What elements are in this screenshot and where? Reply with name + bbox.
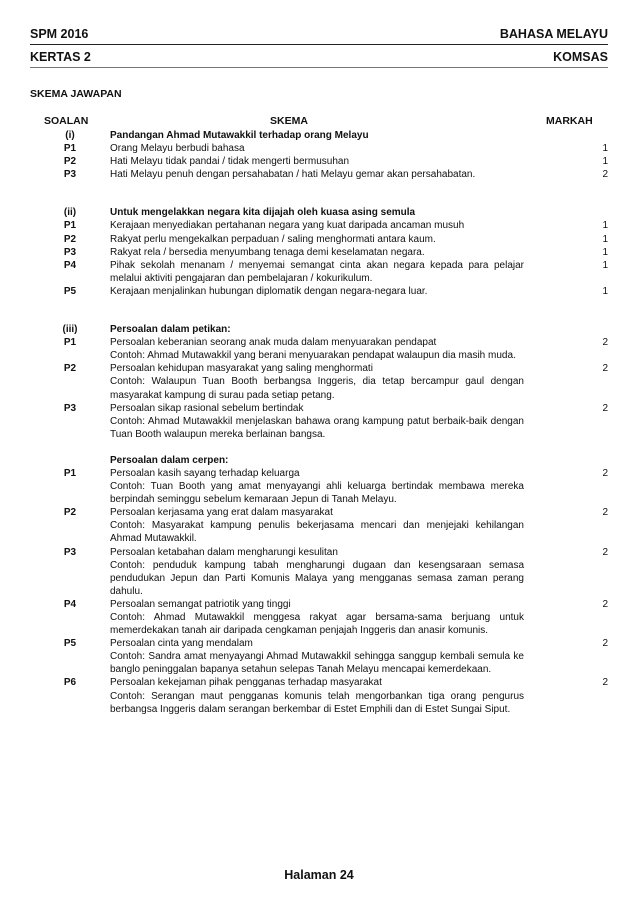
point-mark: 2 [602,363,608,375]
point-label: P1 [63,143,77,155]
section-heading: Pandangan Ahmad Mutawakkil terhadap orang Melayu [110,130,369,141]
section-heading: Persoalan dalam petikan: [110,324,231,336]
point-text: Kerajaan menjalinkan hubungan diplomatik dengan negara-negara luar. [110,285,428,297]
table-row [30,168,608,181]
table-row [30,155,608,168]
point-example: Contoh: Serangan maut pengganas komunis telah mengorbankan tiga orang pengurus berbangsa Inggeris dalam serangan berkembar di Estet Emphili dan di Estet Sungai Siput. [110,690,524,715]
point-label: P1 [63,337,77,349]
table-row [30,546,608,598]
table-row [30,506,608,545]
point-mark: 1 [602,220,608,232]
point-mark: 1 [602,285,608,297]
point-text: Persoalan kekejaman pihak pengganas terhadap masyarakat [110,677,382,689]
point-text: Persoalan kerjasama yang erat dalam masyarakat [110,507,333,519]
point-label: P3 [63,169,77,181]
point-mark: 1 [602,156,608,168]
point-mark: 2 [602,638,608,650]
column-header-skema: SKEMA [270,115,308,127]
section-heading-row [30,206,608,219]
point-example: Contoh: penduduk kampung tabah mengharungi dugaan dan kesengsaraan semasa pendudukan Jepun dan Parti Komunis Malaya yang mengganas semasa zaman perang dahulu. [110,559,524,597]
header-subject-year: SPM 2016 [30,27,89,41]
table-row [30,402,608,441]
point-example: Contoh: Walaupun Tuan Booth berbangsa Inggeris, dia tetap bercampur gaul dengan masyarakat kampung di surau pada setiap petang. [110,376,524,401]
table-row [30,219,608,232]
section-label: (ii) [63,207,77,219]
header-paper: KERTAS 2 [30,50,91,64]
point-label: P5 [63,638,77,650]
point-example: Contoh: Sandra amat menyayangi Ahmad Mutawakkil sehingga sanggup kembali semula ke banglo peninggalan bapanya setahun selepas Tanah Melayu mencapai kemerdekaan. [110,651,524,676]
point-text: Rakyat rela / bersedia menyumbang tenaga demi keselamatan negara. [110,246,425,258]
point-mark: 1 [602,246,608,258]
point-mark: 2 [602,337,608,349]
header-section: KOMSAS [553,50,608,64]
point-text: Kerajaan menyediakan pertahanan negara yang kuat daripada ancaman musuh [110,220,465,232]
section-heading-row [30,323,608,336]
section-label: (i) [65,130,75,141]
table-row [30,676,608,715]
point-example: Contoh: Tuan Booth yang amat menyayangi ahli keluarga bertindak membawa mereka berpindah seminggu sebelum kemaraan Jepun di Tanah Melayu. [110,481,524,506]
point-example: Contoh: Masyarakat kampung penulis bekerjasama mencari dan menjejaki kehilangan Ahmad Mutawakkil. [110,520,524,545]
point-text: Hati Melayu tidak pandai / tidak mengerti bermusuhan [110,156,350,168]
section-heading: Persoalan dalam cerpen: [110,454,229,466]
point-text: Orang Melayu berbudi bahasa [110,143,245,155]
point-label: P4 [63,259,77,271]
point-text: Pihak sekolah menanam / menyemai semangat cinta akan negara kepada para pelajar melalui aktiviti pengajaran dan pembelajaran / kokurikulum. [110,259,524,284]
point-label: P4 [63,598,77,610]
point-text: Persoalan keberanian seorang anak muda dalam menyuarakan pendapat [110,337,437,349]
point-label: P3 [63,546,77,558]
section-heading-row [30,454,608,467]
page-number: Halaman 24 [284,868,354,882]
table-row [30,246,608,259]
point-mark: 2 [602,467,608,479]
point-label: P2 [63,156,77,168]
point-mark: 2 [602,598,608,610]
point-text: Persoalan kehidupan masyarakat yang saling menghormati [110,363,373,375]
point-mark: 2 [602,169,608,181]
column-header-soalan: SOALAN [44,115,89,127]
point-label: P1 [63,467,77,479]
point-label: P2 [63,233,77,245]
point-text: Hati Melayu penuh dengan persahabatan / hati Melayu gemar akan persahabatan. [110,169,476,181]
page-title: SKEMA JAWAPAN [30,88,122,100]
header-rule [30,44,608,45]
point-label: P2 [63,507,77,519]
point-text: Persoalan ketabahan dalam mengharungi kesulitan [110,546,338,558]
point-label: P3 [63,246,77,258]
point-label: P3 [63,402,77,414]
table-row [30,142,608,155]
table-row [30,233,608,246]
point-text: Persoalan sikap rasional sebelum bertindak [110,402,304,414]
point-mark: 2 [602,546,608,558]
column-header-markah: MARKAH [546,115,593,127]
table-row [30,362,608,401]
point-label: P1 [63,220,77,232]
header-subject: BAHASA MELAYU [499,27,608,41]
point-mark: 1 [602,259,608,271]
point-text: Persoalan kasih sayang terhadap keluarga [110,467,300,479]
point-mark: 1 [602,143,608,155]
point-label: P2 [63,363,77,375]
header-rule-thin [30,67,608,68]
point-mark: 2 [602,507,608,519]
table-row [30,336,608,362]
point-mark: 1 [602,233,608,245]
section-label: (iii) [62,324,78,336]
table-row [30,259,608,285]
table-row [30,637,608,676]
table-row [30,598,608,637]
point-text: Rakyat perlu mengekalkan perpaduan / saling menghormati antara kaum. [110,233,436,245]
header-row-2 [30,50,608,64]
point-example: Contoh: Ahmad Mutawakkil yang berani menyuarakan pendapat walaupun dia masih muda. [110,350,516,362]
point-text: Persoalan cinta yang mendalam [110,638,253,650]
table-row [30,467,608,506]
header-row-1 [30,27,608,41]
section-heading: Untuk mengelakkan negara kita dijajah oleh kuasa asing semula [110,207,416,219]
point-example: Contoh: Ahmad Mutawakkil menjelaskan bahawa orang kampung patut berbaik-baik dengan Tuan Booth walaupun mereka berlainan bangsa. [110,415,524,440]
answer-scheme-table [30,129,608,716]
point-mark: 2 [602,677,608,689]
point-label: P5 [63,285,77,297]
point-example: Contoh: Ahmad Mutawakkil menggesa rakyat agar bersama-sama berjuang untuk memerdekakan tanah air daripada cengkaman penjajah Inggeris dan anasir komunis. [110,612,524,637]
section-heading-row [30,129,608,142]
point-label: P6 [63,677,77,689]
point-mark: 2 [602,402,608,414]
table-row [30,285,608,298]
point-text: Persoalan semangat patriotik yang tinggi [110,598,291,610]
